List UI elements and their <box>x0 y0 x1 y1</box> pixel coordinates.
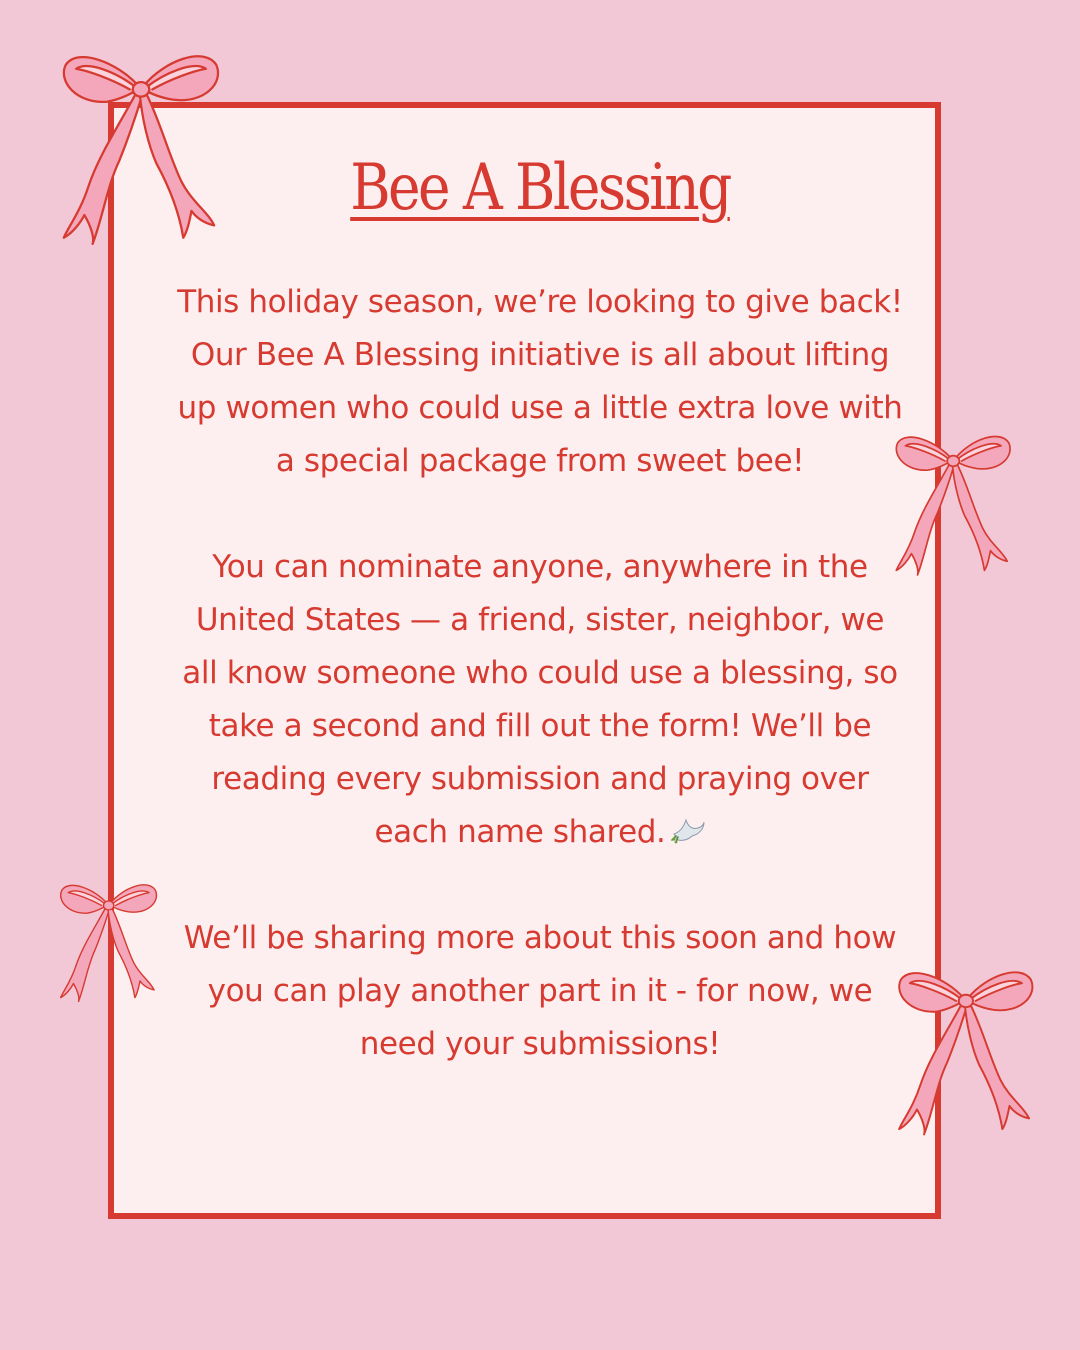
paragraph-intro: This holiday season, we’re looking to give back! Our Bee A Blessing initiative is all about lifting up women who could use a little extra love with a special package from sweet bee! <box>177 284 903 479</box>
paragraph-nominate: You can nominate anyone, anywhere in the United States — a friend, sister, neighbor, we all know someone who could use a blessing, so take a second and fill out the form! We’ll be reading every submission and praying over each name shared. <box>182 549 898 850</box>
body-text <box>175 276 905 1071</box>
page-title: Bee A Blessing <box>350 151 730 225</box>
dove-icon <box>670 814 706 844</box>
bow-ribbon-icon <box>52 876 164 1004</box>
bow-ribbon-icon <box>890 960 1040 1138</box>
paragraph-closing: We’ll be sharing more about this soon and how you can play another part in it - for now, we need your submissions! <box>183 920 897 1062</box>
bow-ribbon-icon <box>885 426 1020 578</box>
